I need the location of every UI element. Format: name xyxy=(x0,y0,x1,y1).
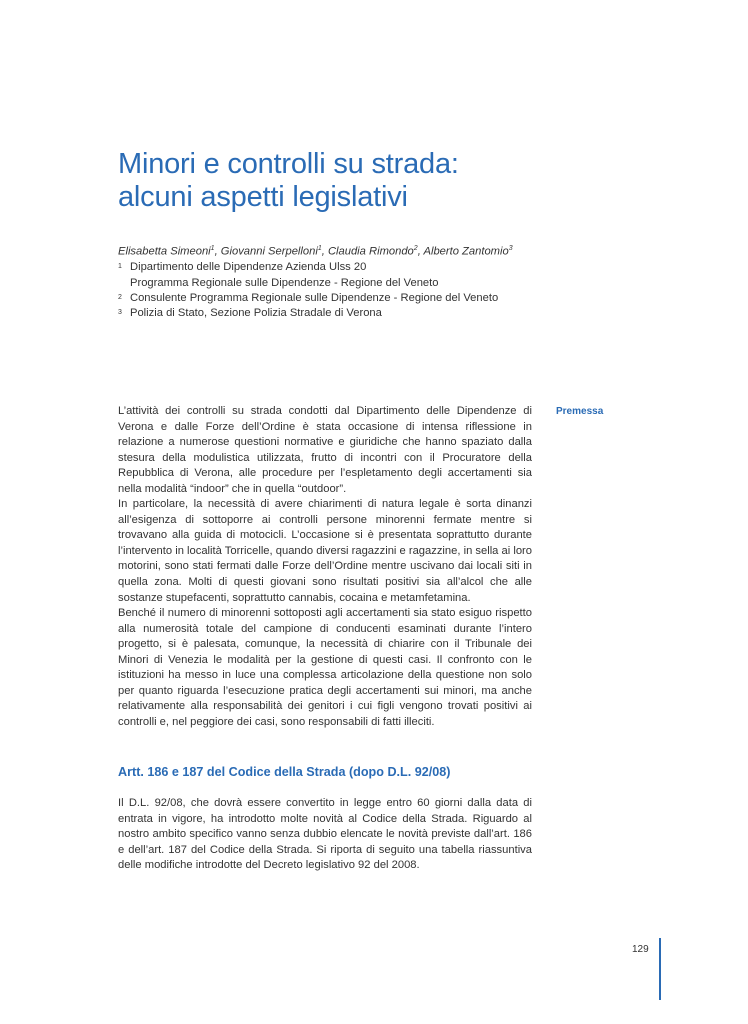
affiliation-text: Programma Regionale sulle Dipendenze - Regione del Veneto xyxy=(130,276,439,289)
page-margin-rule xyxy=(659,938,661,1000)
page-title xyxy=(118,148,598,214)
affiliation-2 xyxy=(118,291,598,307)
affiliation-number: 2 xyxy=(118,294,122,301)
affiliation-text: Consulente Programma Regionale sulle Dipendenze - Regione del Veneto xyxy=(130,292,499,304)
page-number: 129 xyxy=(632,944,649,955)
author-name: Claudia Rimondo xyxy=(327,245,414,258)
title-line-1: Minori e controlli su strada: xyxy=(118,148,459,180)
author-name: Giovanni Serpelloni xyxy=(220,245,318,258)
paragraph: L’attività dei controlli su strada condotti dal Dipartimento delle Dipendenze di Verona e dalle Forze dell’Ordine è stata occasione di intensa riflessione in relazione a numerose questioni normative e giuridiche che hanno spaziato dalla stesura della modulistica utilizzata, frutto di incontri con il Procuratore della Repubblica di Verona, alle procedure per l’espletamento degli accertamenti sia nella modalità “indoor” che in quella “outdoor”. xyxy=(118,405,532,495)
author-sup: 1 xyxy=(317,245,322,252)
author-sup: 3 xyxy=(508,245,513,252)
affiliation-text: Dipartimento delle Dipendenze Azienda Ulss 20 xyxy=(130,261,367,273)
section-premessa-body xyxy=(118,404,532,730)
authors-line: Elisabetta Simeoni$^1$, Giovanni Serpelloni$^1$, Claudia Rimondo$^2$, Alberto Zantomio$^3$ xyxy=(118,245,513,258)
affiliation-text: Polizia di Stato, Sezione Polizia Stradale di Verona xyxy=(130,307,382,319)
title-line-2: alcuni aspetti legislativi xyxy=(118,181,408,213)
paragraph: In particolare, la necessità di avere chiarimenti di natura legale è sorta dinanzi all’esigenza di sottoporre ai controlli persone minorenni fermate mentre si trovavano alla guida di motocicli. L’occasione si è presentata soprattutto durante l’intervento in località Torricelle, quando diversi ragazzini e ragazzine, in sella ai loro motorini, sono stati fermati dalle Forze dell’Ordine mentre uscivano dai locali siti in quella zona. Molti di questi giovani sono risultati positivi sia all’alcol che alle sostanze stupefacenti, soprattutto cannabis, cocaina e metamfetamina. xyxy=(118,498,532,604)
author-sup: 2 xyxy=(413,245,418,252)
paragraph: Il D.L. 92/08, che dovrà essere convertito in legge entro 60 giorni dalla data di entrata in vigore, ha introdotto molte novità al Codice della Strada. Riguardo al nostro ambito specifico vanno senza dubbio elencate le novità previste dall’art. 186 e dell’art. 187 del Codice della Strada. Si riporta di seguito una tabella riassuntiva delle modifiche introdotte del Decreto legislativo 92 del 2008. xyxy=(118,797,532,872)
author-name: Elisabetta Simeoni xyxy=(118,245,211,258)
affiliation-number: 3 xyxy=(118,309,122,316)
author-name: Alberto Zantomio xyxy=(423,245,509,258)
section-articles-body xyxy=(118,796,532,874)
section-side-heading: Premessa xyxy=(556,406,604,417)
affiliation-1 xyxy=(118,260,598,291)
section-heading: Artt. 186 e 187 del Codice della Strada (dopo D.L. 92/08) xyxy=(118,765,451,779)
affiliation-3 xyxy=(118,306,598,322)
author-sup: 1 xyxy=(210,245,215,252)
paragraph: Benché il numero di minorenni sottoposti agli accertamenti sia stato esiguo rispetto alla numerosità totale del campione di conducenti esaminati durante l’intero progetto, si è palesata, comunque, la necessità di chiarire con il Tribunale dei Minori di Venezia le modalità per la gestione di questi casi. Il confronto con le istituzioni ha messo in luce una complessa articolazione della questione non solo per quanto riguarda l’esecuzione pratica degli accertamenti sui minori, ma anche relativamente alla responsabilità dei genitori i cui figli vengono trovati positivi ai controlli e, nel peggiore dei casi, sono responsabili di fatti illeciti. xyxy=(118,607,532,728)
affiliation-number: 1 xyxy=(118,263,122,270)
